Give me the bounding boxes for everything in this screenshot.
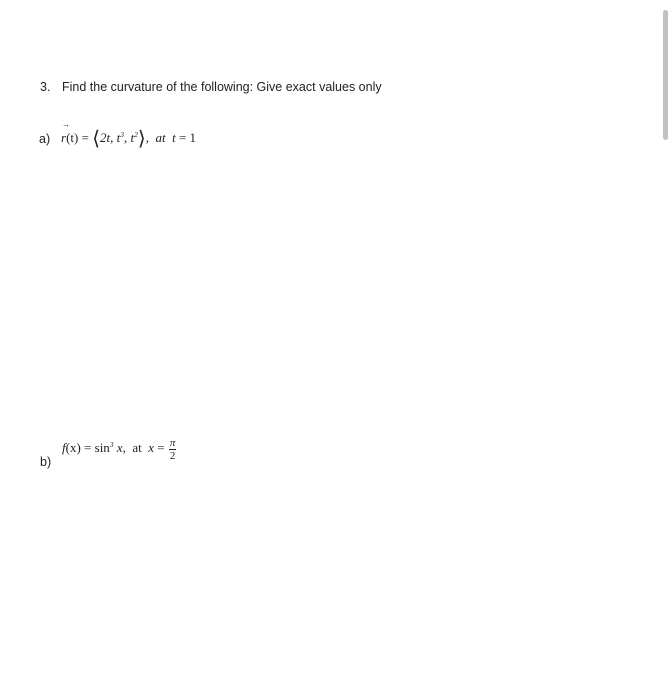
part-a-label: a) bbox=[39, 132, 51, 146]
at-word-b: at bbox=[132, 440, 142, 455]
at-variable: t bbox=[172, 130, 176, 145]
question-number: 3. bbox=[40, 80, 51, 94]
component-separator: , bbox=[124, 130, 128, 145]
right-angle-bracket: ⟩ bbox=[137, 128, 146, 150]
fraction-numerator: π bbox=[169, 436, 176, 449]
arg-x: (x) bbox=[65, 440, 81, 455]
sin-argument: x, bbox=[116, 440, 126, 455]
vertical-scrollbar[interactable] bbox=[661, 0, 671, 700]
component-2-exponent: 3 bbox=[120, 130, 124, 139]
equals-sign-b2: = bbox=[154, 440, 168, 455]
part-b-expression bbox=[62, 433, 176, 463]
vector-arrow-icon: → bbox=[62, 120, 70, 129]
equals-sign-b: = bbox=[80, 440, 95, 455]
sin-exponent: 3 bbox=[109, 440, 114, 449]
trailing-comma: , bbox=[145, 130, 149, 145]
at-word: at bbox=[155, 130, 166, 145]
at-variable-b: x bbox=[148, 440, 155, 455]
part-b-label: b) bbox=[40, 455, 52, 469]
pi-over-two-fraction bbox=[169, 437, 177, 462]
part-a-expression bbox=[61, 120, 197, 150]
question-prompt: Find the curvature of the following: Give exact values only bbox=[62, 80, 382, 94]
func-r: r bbox=[61, 130, 67, 145]
component-3: t bbox=[130, 130, 135, 145]
component-3-exponent: 2 bbox=[134, 130, 138, 139]
at-value: = 1 bbox=[175, 130, 197, 145]
vector-r bbox=[61, 120, 70, 148]
sin-function: sin bbox=[94, 440, 110, 455]
func-f: f bbox=[62, 440, 66, 455]
fraction-denominator: 2 bbox=[169, 449, 176, 462]
component-1: 2t, bbox=[100, 130, 114, 145]
component-2: t bbox=[116, 130, 121, 145]
left-angle-bracket: ⟨ bbox=[92, 128, 100, 150]
arg-t: (t) bbox=[66, 130, 79, 145]
equals-sign: = bbox=[78, 130, 93, 145]
scrollbar-thumb[interactable] bbox=[663, 10, 668, 140]
